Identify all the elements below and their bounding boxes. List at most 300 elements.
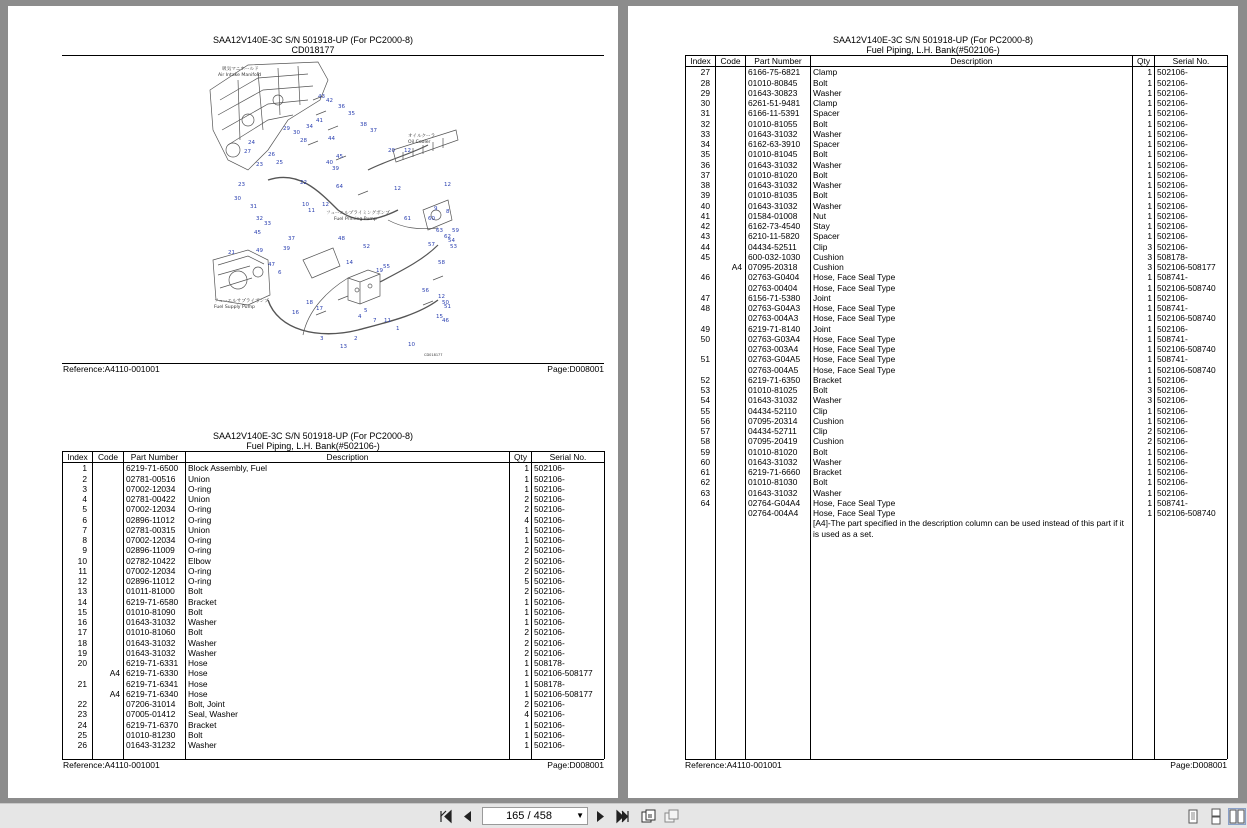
cell-qty: 2 — [510, 699, 532, 709]
page-number-selector[interactable] — [482, 807, 588, 825]
cell-part-number: 07002-12034 — [124, 535, 186, 545]
cell-description: Clamp — [811, 67, 1133, 78]
cell-description: Bolt, Joint — [186, 699, 510, 709]
rotate-view-button[interactable] — [639, 808, 657, 825]
callout-number: 24 — [248, 140, 255, 146]
cell-code — [716, 395, 746, 405]
cell-serial: 502106- — [532, 627, 605, 637]
callout-number: 23 — [238, 182, 245, 188]
callout-number: 37 — [288, 236, 295, 242]
cell-code — [716, 88, 746, 98]
header-description: Description — [811, 56, 1133, 67]
cell-part-number: 01643-31032 — [746, 129, 811, 139]
callout-number: 48 — [338, 236, 345, 242]
cell-code — [716, 488, 746, 498]
callout-number: 10 — [408, 342, 415, 348]
cell-qty: 1 — [510, 535, 532, 545]
cell-index: 55 — [686, 406, 716, 416]
cell-index: 60 — [686, 457, 716, 467]
callout-number: 63 — [436, 228, 443, 234]
cell-description: Washer — [186, 617, 510, 627]
cell-qty: 1 — [1133, 201, 1155, 211]
cell-index: 26 — [63, 740, 93, 750]
cell-description: Washer — [811, 457, 1133, 467]
cell-index: 9 — [63, 545, 93, 555]
next-page-button[interactable] — [591, 808, 609, 825]
label-priming-pump-en: Fuel Priming Pump — [334, 217, 377, 222]
callout-number: 16 — [292, 310, 299, 316]
table-row — [686, 375, 1228, 385]
first-page-button[interactable] — [437, 808, 455, 825]
cell-qty: 1 — [1133, 272, 1155, 282]
cell-description: Joint — [811, 293, 1133, 303]
cell-qty: 1 — [1133, 344, 1155, 354]
table-row — [686, 108, 1228, 118]
table-filler-row — [686, 539, 1228, 759]
cell-serial: 502106- — [532, 740, 605, 750]
cell-serial: 502106- — [532, 504, 605, 514]
cell-index: 52 — [686, 375, 716, 385]
cell-qty: 1 — [1133, 283, 1155, 293]
cell-description: Hose, Face Seal Type — [811, 508, 1133, 518]
cell-description: Spacer — [811, 139, 1133, 149]
cell-code — [93, 597, 124, 607]
cell-code — [716, 67, 746, 78]
table-row — [63, 556, 605, 566]
cell-description: Joint — [811, 324, 1133, 334]
cell-description: Hose — [186, 668, 510, 678]
cell-code — [93, 525, 124, 535]
page-subtitle: Fuel Piping, L.H. Bank(#502106-) — [866, 45, 1000, 55]
table-row — [686, 139, 1228, 149]
cell-index — [686, 262, 716, 272]
cell-qty: 1 — [1133, 108, 1155, 118]
cell-part-number: 07095-20314 — [746, 416, 811, 426]
left-page — [8, 6, 618, 798]
cell-code — [716, 283, 746, 293]
filler-cell — [186, 750, 510, 759]
table-row — [63, 566, 605, 576]
cell-serial: 502106- — [1155, 477, 1228, 487]
cell-index: 19 — [63, 648, 93, 658]
callout-number: 2 — [354, 336, 358, 342]
cell-serial: 502106- — [1155, 221, 1228, 231]
cell-serial: 502106- — [532, 556, 605, 566]
cell-serial: 508741- — [1155, 498, 1228, 508]
table-row — [686, 498, 1228, 508]
cell-serial: 502106- — [1155, 67, 1228, 78]
cell-code — [93, 679, 124, 689]
cell-serial: 502106- — [1155, 180, 1228, 190]
cell-serial: 508178- — [532, 658, 605, 668]
header-qty: Qty — [1133, 56, 1155, 67]
table-row — [686, 436, 1228, 446]
cell-index: 13 — [63, 586, 93, 596]
callout-number: 29 — [283, 126, 290, 132]
cell-part-number: 6219-71-6341 — [124, 679, 186, 689]
cell-index — [686, 344, 716, 354]
cell-qty: 1 — [1133, 180, 1155, 190]
table-row — [686, 262, 1228, 272]
last-page-button[interactable] — [613, 808, 631, 825]
cell-index: 7 — [63, 525, 93, 535]
cell-index: 46 — [686, 272, 716, 282]
cell-description: Bolt — [811, 447, 1133, 457]
cell-description: Bolt — [811, 78, 1133, 88]
cell-serial: 502106- — [532, 576, 605, 586]
cell-qty: 1 — [1133, 303, 1155, 313]
cell-index: 30 — [686, 98, 716, 108]
cell-qty: 2 — [510, 586, 532, 596]
callout-number: 14 — [346, 260, 353, 266]
cell-qty: 3 — [1133, 242, 1155, 252]
table-row — [63, 463, 605, 474]
table-row — [686, 190, 1228, 200]
cell-code — [716, 447, 746, 457]
callout-number: 41 — [316, 118, 323, 124]
cell-qty: 1 — [1133, 231, 1155, 241]
next-page-icon — [591, 808, 609, 825]
table-row — [686, 508, 1228, 518]
cell-description: Clip — [811, 426, 1133, 436]
two-page-icon — [1229, 809, 1245, 824]
cell-description: Washer — [811, 488, 1133, 498]
cell-description: O-ring — [186, 535, 510, 545]
header-code: Code — [716, 56, 746, 67]
two-page-view-button[interactable] — [1228, 808, 1246, 825]
cell-serial: 502106- — [532, 515, 605, 525]
cell-serial: 502106- — [1155, 98, 1228, 108]
cell-code — [716, 242, 746, 252]
cell-code — [716, 108, 746, 118]
callout-number: 35 — [348, 111, 355, 117]
cell-index: 59 — [686, 447, 716, 457]
filler-cell — [716, 539, 746, 759]
cell-description: Bolt — [186, 730, 510, 740]
cell-code — [716, 98, 746, 108]
cell-part-number: 01643-31032 — [124, 638, 186, 648]
table-row — [686, 221, 1228, 231]
rotate-page-icon — [639, 808, 657, 825]
cell-qty: 1 — [1133, 334, 1155, 344]
callout-number: 21 — [228, 250, 235, 256]
table-row — [63, 504, 605, 514]
cell-qty: 1 — [1133, 467, 1155, 477]
cell-index: 58 — [686, 436, 716, 446]
callout-number: 12 — [394, 186, 401, 192]
table-filler-row — [63, 750, 605, 759]
cell-index — [686, 313, 716, 323]
cell-code — [716, 457, 746, 467]
cell-code — [93, 515, 124, 525]
cell-serial: 502106- — [1155, 129, 1228, 139]
table-row — [686, 272, 1228, 282]
cell-qty: 5 — [510, 576, 532, 586]
cell-code — [93, 586, 124, 596]
table-row — [686, 119, 1228, 129]
cell-index: 31 — [686, 108, 716, 118]
cell-qty: 2 — [510, 556, 532, 566]
callout-number: 45 — [254, 230, 261, 236]
cell-index: 45 — [686, 252, 716, 262]
cell-serial: 502106- — [1155, 78, 1228, 88]
cell-serial: 508741- — [1155, 272, 1228, 282]
cell-description: O-ring — [186, 545, 510, 555]
callout-number: 61 — [404, 216, 411, 222]
cell-part-number: 6166-75-6821 — [746, 67, 811, 78]
callout-number: 39 — [283, 246, 290, 252]
callout-number: 38 — [360, 122, 367, 128]
table-reference: Reference:A4110-001001 — [63, 760, 160, 770]
cell-part-number: 6162-73-4540 — [746, 221, 811, 231]
cell-code — [716, 149, 746, 159]
cell-qty: 1 — [1133, 375, 1155, 385]
cell-serial: 502106- — [532, 720, 605, 730]
filler-cell — [686, 539, 716, 759]
cell-qty: 4 — [510, 515, 532, 525]
cell-part-number: 07002-12034 — [124, 566, 186, 576]
cell-index: 2 — [63, 474, 93, 484]
cell-description: Washer — [186, 638, 510, 648]
cell-index: 3 — [63, 484, 93, 494]
cell-index — [686, 508, 716, 518]
cell-serial: 502106- — [1155, 467, 1228, 477]
cell-index: 43 — [686, 231, 716, 241]
cell-part-number: 6219-71-6500 — [124, 463, 186, 474]
cell-part-number: 04434-52511 — [746, 242, 811, 252]
cell-part-number: 01643-31032 — [746, 488, 811, 498]
cell-code — [93, 658, 124, 668]
cell-index: 56 — [686, 416, 716, 426]
cell-code — [716, 139, 746, 149]
cell-qty: 3 — [1133, 385, 1155, 395]
cell-serial: 502106- — [1155, 457, 1228, 467]
cell-index: 61 — [686, 467, 716, 477]
table-row — [63, 730, 605, 740]
cell-description: Washer — [811, 160, 1133, 170]
cell-part-number: 01010-81090 — [124, 607, 186, 617]
cell-part-number: 02763-004A3 — [746, 313, 811, 323]
table-row — [63, 740, 605, 750]
cell-qty: 1 — [1133, 477, 1155, 487]
filler-cell — [811, 539, 1133, 759]
cell-description: Nut — [811, 211, 1133, 221]
cell-code — [716, 436, 746, 446]
cell-index: 49 — [686, 324, 716, 334]
dropdown-caret-icon: ▼ — [576, 811, 584, 820]
cell-description: Bolt — [186, 627, 510, 637]
cell-code — [93, 709, 124, 719]
cell-serial: 502106- — [532, 484, 605, 494]
cell-description: Hose, Face Seal Type — [811, 354, 1133, 364]
cell-index: 24 — [63, 720, 93, 730]
cell-description: Clip — [811, 242, 1133, 252]
cell-code — [93, 484, 124, 494]
cell-description: Hose, Face Seal Type — [811, 313, 1133, 323]
cell-serial: 508178- — [1155, 252, 1228, 262]
cell-description: Bolt — [186, 607, 510, 617]
header-index: Index — [686, 56, 716, 67]
table-body — [686, 67, 1228, 759]
callout-number: 4 — [358, 314, 362, 320]
cell-code — [716, 385, 746, 395]
cell-description: Bracket — [811, 467, 1133, 477]
cell-qty: 1 — [510, 525, 532, 535]
cell-serial: 502106- — [532, 525, 605, 535]
cell-part-number: 01643-31032 — [746, 201, 811, 211]
cell-part-number: 6166-11-5391 — [746, 108, 811, 118]
callout-number: 27 — [244, 149, 251, 155]
callout-number: 58 — [438, 260, 445, 266]
cell-code — [716, 416, 746, 426]
cell-part-number: 02763-00404 — [746, 283, 811, 293]
note-spacer-cell — [1155, 518, 1228, 539]
parts-table-right — [685, 55, 1228, 759]
table-row — [686, 129, 1228, 139]
cell-serial: 502106- — [1155, 242, 1228, 252]
cell-qty: 1 — [1133, 88, 1155, 98]
cell-code — [93, 494, 124, 504]
cell-qty: 1 — [1133, 498, 1155, 508]
table-row — [63, 525, 605, 535]
cell-description: Hose — [186, 689, 510, 699]
single-page-view-button[interactable] — [1184, 808, 1202, 825]
divider — [62, 55, 604, 56]
fit-page-button[interactable] — [662, 808, 680, 825]
table-row — [686, 467, 1228, 477]
cell-code — [716, 467, 746, 477]
table-row — [686, 283, 1228, 293]
cell-part-number: 02763-G0404 — [746, 272, 811, 282]
cell-code — [716, 211, 746, 221]
table-header-row — [63, 452, 605, 463]
table-row — [686, 334, 1228, 344]
cell-code — [716, 78, 746, 88]
callout-number: 30 — [293, 130, 300, 136]
cell-part-number: 07095-20419 — [746, 436, 811, 446]
table-row — [686, 170, 1228, 180]
cell-qty: 1 — [1133, 129, 1155, 139]
cell-description: Hose, Face Seal Type — [811, 498, 1133, 508]
cell-part-number: 02896-11012 — [124, 576, 186, 586]
cell-qty: 1 — [1133, 457, 1155, 467]
cell-qty: 1 — [1133, 406, 1155, 416]
cell-serial: 502106- — [1155, 416, 1228, 426]
diagram-page-number: Page:D008001 — [547, 364, 604, 374]
cell-description: Hose, Face Seal Type — [811, 344, 1133, 354]
previous-page-button[interactable] — [459, 808, 477, 825]
cell-qty: 1 — [1133, 67, 1155, 78]
cell-description: Bolt — [811, 385, 1133, 395]
callout-number: 44 — [328, 136, 335, 142]
cell-index: 34 — [686, 139, 716, 149]
cell-index: 64 — [686, 498, 716, 508]
cell-serial: 502106- — [1155, 149, 1228, 159]
table-row — [686, 477, 1228, 487]
cell-description: Hose — [186, 679, 510, 689]
cell-qty: 1 — [1133, 488, 1155, 498]
cell-serial: 502106- — [1155, 426, 1228, 436]
callout-number: 46 — [442, 318, 449, 324]
cell-code — [716, 119, 746, 129]
filler-cell — [93, 750, 124, 759]
callout-number: 10 — [302, 202, 309, 208]
continuous-view-button[interactable] — [1207, 808, 1225, 825]
diagram-code: CD018177 — [291, 45, 335, 55]
cell-part-number: 6162-63-3910 — [746, 139, 811, 149]
cell-part-number: 01643-30823 — [746, 88, 811, 98]
cell-qty: 1 — [510, 597, 532, 607]
cell-code — [716, 324, 746, 334]
table-row — [63, 689, 605, 699]
cell-part-number: 01010-81045 — [746, 149, 811, 159]
callout-number: 49 — [256, 248, 263, 254]
callout-number: 9 — [434, 206, 438, 212]
label-supply-pump-en: Fuel Supply Pump — [214, 305, 255, 310]
header-description: Description — [186, 452, 510, 463]
filler-cell — [124, 750, 186, 759]
cell-index: 32 — [686, 119, 716, 129]
cell-qty: 2 — [510, 638, 532, 648]
cell-description: Seal, Washer — [186, 709, 510, 719]
filler-cell — [532, 750, 605, 759]
label-image-ref: CD018177 — [424, 353, 443, 357]
cell-part-number: 6261-51-9481 — [746, 98, 811, 108]
cell-serial: 502106- — [1155, 119, 1228, 129]
callout-number: 1 — [396, 326, 400, 332]
cell-index: 1 — [63, 463, 93, 474]
cell-serial: 502106- — [1155, 88, 1228, 98]
cell-serial: 502106- — [1155, 436, 1228, 446]
table-row — [63, 709, 605, 719]
cell-code — [716, 160, 746, 170]
cell-part-number: 01010-81025 — [746, 385, 811, 395]
callout-number: 13 — [340, 344, 347, 350]
cell-serial: 502106-508740 — [1155, 283, 1228, 293]
cell-qty: 1 — [1133, 78, 1155, 88]
cell-part-number: 02896-11009 — [124, 545, 186, 555]
callout-number: 22 — [300, 180, 307, 186]
cell-qty: 4 — [510, 709, 532, 719]
cell-qty: 3 — [1133, 395, 1155, 405]
cell-index: 63 — [686, 488, 716, 498]
callout-number: 64 — [336, 184, 343, 190]
cell-qty: 1 — [1133, 324, 1155, 334]
cell-serial: 502106- — [532, 597, 605, 607]
callout-number: 59 — [452, 228, 459, 234]
cell-index: 14 — [63, 597, 93, 607]
table-row — [63, 648, 605, 658]
cell-code — [716, 508, 746, 518]
table-row — [63, 494, 605, 504]
table-row — [686, 426, 1228, 436]
cell-code — [716, 313, 746, 323]
note-spacer-cell — [716, 518, 746, 539]
cell-code — [93, 463, 124, 474]
table-header-row — [686, 56, 1228, 67]
label-supply-pump-jp: フューエルサプライポンプ — [214, 299, 269, 304]
cell-index: 5 — [63, 504, 93, 514]
callout-number: 11 — [308, 208, 315, 214]
cell-code: A4 — [716, 262, 746, 272]
cell-index: 37 — [686, 170, 716, 180]
cell-qty: 1 — [1133, 221, 1155, 231]
cell-part-number: 07002-12034 — [124, 504, 186, 514]
table-row — [686, 242, 1228, 252]
cell-index: 38 — [686, 180, 716, 190]
cell-code — [716, 129, 746, 139]
header-part-number: Part Number — [124, 452, 186, 463]
